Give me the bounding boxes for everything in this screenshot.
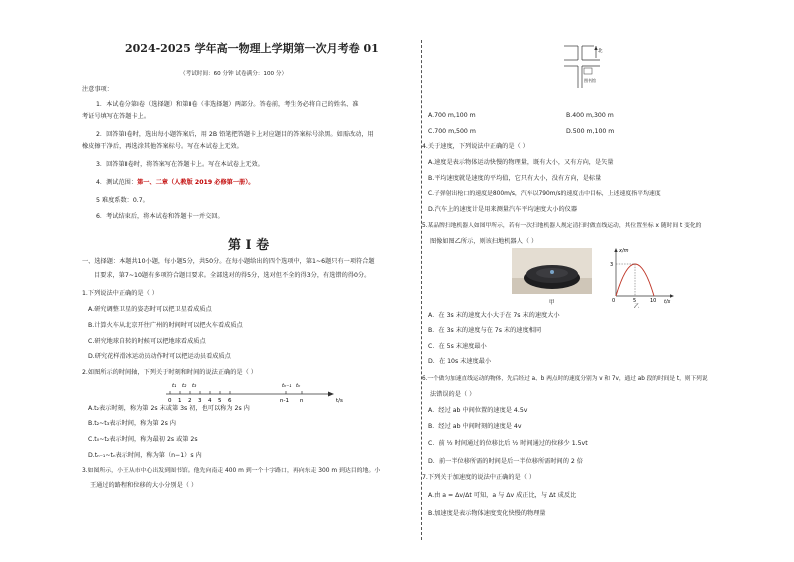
q2-stem: 2.如图所示的时间轴，下列关于时刻和时间的说法正确的是（ ） xyxy=(82,369,257,376)
notice-line: 橡皮擦干净后，再选涂其他答案标号。写在本试卷上无效。 xyxy=(82,143,243,150)
q2-t-label: t₂ xyxy=(182,383,187,389)
section-intro: 一、选择题：本题共10小题，每小题5分，共50分。在每小题给出的四个选项中，第1~6题只有一项符合题 xyxy=(82,258,375,265)
q3-option-c: C.700 m,500 m xyxy=(428,128,476,135)
q1-stem: 1.下列说法中正确的是（ ） xyxy=(82,290,158,297)
q2-axis-label: n xyxy=(300,398,304,404)
q2-axis-label: 5 xyxy=(218,398,222,404)
section-title: 第 Ⅰ 卷 xyxy=(228,238,270,253)
q4-option-c: C.子弹射出枪口的速度是800m/s，汽车以790m/s的速度击中目标，上述速度指平均速度 xyxy=(428,191,661,197)
q2-axis-label: 1 xyxy=(178,398,182,404)
q5-stem: 5.某品牌扫地机器人如图甲所示，若有一次扫地机器人规定清扫时做直线运动，其位置坐标 x 随时间 t 变化的 xyxy=(422,223,702,229)
q1-option-b: B.计算火车从北京开往广州的时间时可以把火车看成质点 xyxy=(88,322,243,329)
graph-xtick: 0 xyxy=(612,298,616,304)
notice-line: 考证号填写在答题卡上。 xyxy=(82,113,151,120)
q2-axis-label: 4 xyxy=(208,398,212,404)
graph-xtick: 10 xyxy=(650,298,657,304)
exam-subtitle: （考试时间：60 分钟 试卷满分：100 分） xyxy=(180,71,288,77)
q5-option-a: A．在 3s 末的速度大小大于在 7s 末的速度大小 xyxy=(428,312,560,319)
q3-stem: 王通过的路程和位移的大小分别是（ ） xyxy=(90,482,198,489)
q5-option-d: D．在 10s 末速度最小 xyxy=(428,358,492,365)
q2-axis-label: 0 xyxy=(168,398,172,404)
q5-option-b: B．在 3s 末的速度与在 7s 末的速度相同 xyxy=(428,327,542,334)
exam-title: 2024-2025 学年高一物理上学期第一次月考卷 01 xyxy=(125,42,379,55)
q6-stem: 法错误的是（ ） xyxy=(430,391,476,398)
q3-option-a: A.700 m,100 m xyxy=(428,112,476,119)
notice-heading: 注意事项： xyxy=(82,86,113,93)
q4-option-b: B.平均速度就是速度的平均值，它只有大小，没有方向，是标量 xyxy=(428,175,602,182)
q2-t-label: t₃ xyxy=(192,383,197,389)
q1-option-c: C.研究地球自转的时候可以把地球看成质点 xyxy=(88,338,206,345)
section-intro: 目要求，第7~10题有多项符合题目要求。全部选对的得5分，选对但不全的得3分，有选错的得0分。 xyxy=(94,272,371,279)
q4-stem: 4.关于速度，下列说法中正确的是（ ） xyxy=(422,143,529,150)
graph-ylabel: x/m xyxy=(619,248,629,254)
scope-red-text: 第一、二章（人教版 2019 必修第一册）。 xyxy=(137,179,255,186)
q2-option-c: C.t₀~t₂表示时间，称为最初 2s 或第 2s xyxy=(88,436,198,443)
q2-option-b: B.t₂~t₃表示时间，称为第 2s 内 xyxy=(88,420,176,427)
q2-timeline-figure xyxy=(160,378,360,404)
q6-stem: 6.一个做匀加速直线运动的物体，先后经过 a、b 两点时的速度分别为 v 和 7v，通过 ab 段的时间是 t，则下列说 xyxy=(422,376,708,382)
notice-line: 2．回答第Ⅰ卷时，选出每小题答案后，用 2B 铅笔把答题卡上对应题目的答案标号涂黑。如需改动，用 xyxy=(96,131,374,138)
q5-option-c: C．在 5s 末速度最小 xyxy=(428,343,487,350)
q2-t-label: tₙ xyxy=(296,383,301,389)
notice-line: 6．考试结束后，将本试卷和答题卡一并交回。 xyxy=(96,213,224,220)
map-north-label: 北 xyxy=(598,49,603,54)
q2-axis-label: 2 xyxy=(188,398,192,404)
q3-option-d: D.500 m,100 m xyxy=(566,128,615,135)
q2-t-label: tₙ₋₁ xyxy=(282,383,292,389)
q4-option-d: D.汽车上的速度计是用来测量汽车平均速度大小的仪器 xyxy=(428,206,578,213)
notice-line: 4．测试范围：第一、二章（人教版 2019 必修第一册）。 xyxy=(96,179,255,186)
q7-option-a: A.由 a = Δv/Δt 可知，a 与 Δv 成正比，与 Δt 成反比 xyxy=(428,492,577,499)
q2-option-d: D.tₙ₋₁~tₙ表示时间，称为第（n−1）s 内 xyxy=(88,452,202,459)
q7-option-b: B.加速度是表示物体速度变化快慢的物理量 xyxy=(428,510,546,517)
q7-stem: 7.下列关于加速度的说法中正确的是（ ） xyxy=(422,474,536,481)
figure-label-jia: 甲 xyxy=(549,300,555,306)
q6-option-b: B．经过 ab 中间时刻的速度是 4v xyxy=(428,423,522,430)
q2-axis-label: 6 xyxy=(228,398,232,404)
q3-stem: 3.如图所示，小王从市中心出发到图书馆。他先向南走 400 m 到一个十字路口，再向东走 300 m 到达目的地。小 xyxy=(82,468,381,474)
figure-label-yi: 乙 xyxy=(634,304,640,308)
map-library-label: 图书馆 xyxy=(584,78,596,83)
q5-stem: 图像如图乙所示，则该扫地机器人（ ） xyxy=(430,238,538,245)
graph-ytick: 3 xyxy=(610,262,614,268)
notice-line: 1．本试卷分第Ⅰ卷（选择题）和第Ⅱ卷（非选择题）两部分。答卷前，考生务必将自己的姓名、准 xyxy=(96,101,359,108)
q2-axis-label: n-1 xyxy=(280,398,289,404)
q2-option-a: A.t₂表示时刻，称为第 2s 末或第 3s 初，也可以称为 2s 内 xyxy=(88,405,250,412)
q1-option-d: D.研究花样滑冰运动员动作时可以把运动员看成质点 xyxy=(88,353,231,360)
column-divider xyxy=(421,40,422,540)
graph-xtick: 5 xyxy=(633,298,637,304)
q4-option-a: A.速度是表示物体运动快慢的物理量，既有大小，又有方向，是矢量 xyxy=(428,159,614,166)
notice-line: 3．回答第Ⅱ卷时，将答案写在答题卡上。写在本试卷上无效。 xyxy=(96,161,264,168)
robot-vacuum-image xyxy=(512,248,592,306)
q6-option-c: C．前 ½ 时间通过的位移比后 ½ 时间通过的位移少 1.5vt xyxy=(428,440,588,447)
q2-axis-label: 3 xyxy=(198,398,202,404)
q6-option-a: A．经过 ab 中间位置的速度是 4.5v xyxy=(428,407,528,414)
q1-option-a: A.研究调整卫星的姿态时可以把卫星看成质点 xyxy=(88,306,212,313)
q6-option-d: D．前一半位移所需的时间是后一半位移所需时间的 2 倍 xyxy=(428,458,583,465)
q3-option-b: B.400 m,300 m xyxy=(566,112,614,119)
q2-axis-unit: t/s xyxy=(336,398,343,404)
q5-xt-graph xyxy=(604,246,676,308)
graph-xlabel: t/s xyxy=(664,299,671,305)
notice-line: 5 难度系数：0.7。 xyxy=(96,197,149,204)
q3-map-figure xyxy=(560,38,610,96)
q2-t-label: t₁ xyxy=(172,383,177,389)
